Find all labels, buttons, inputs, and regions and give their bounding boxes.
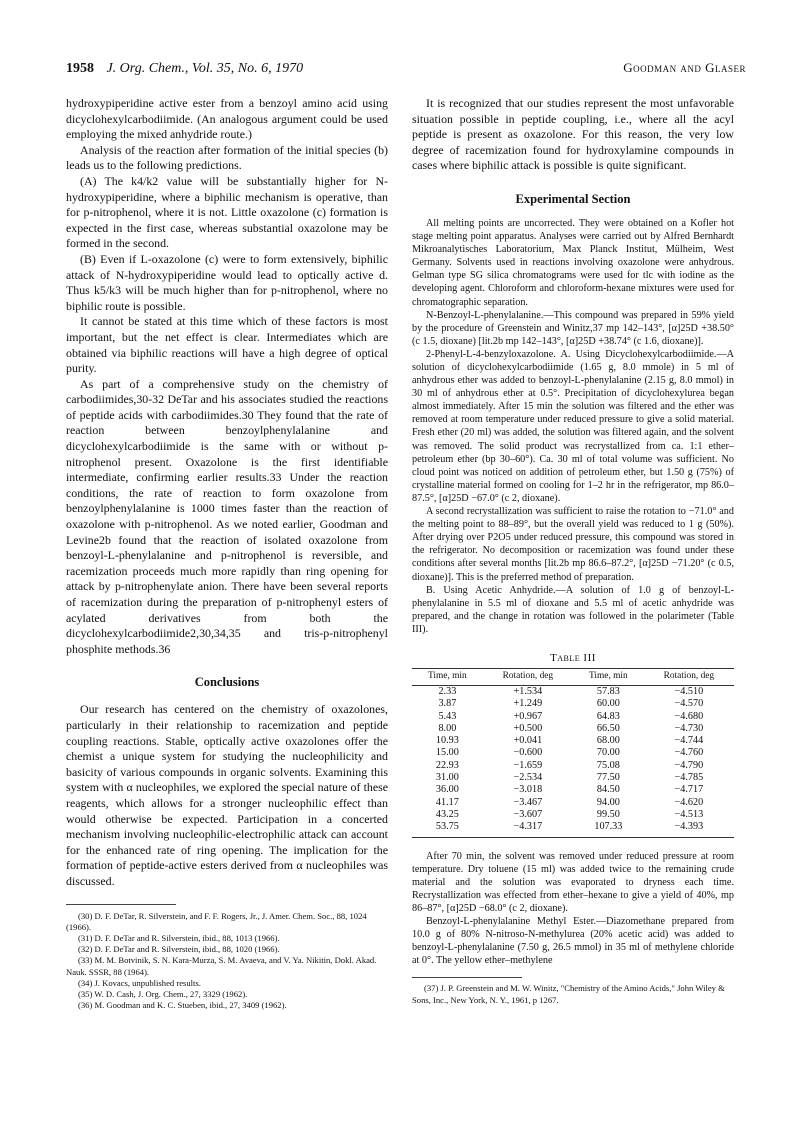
table-row [412, 772, 734, 784]
table-cell: −0.600 [513, 747, 543, 759]
table-row [412, 735, 734, 747]
table-cell: 57.83 [596, 685, 620, 697]
conclusions-paragraph: Our research has centered on the chemistry of oxazolones, particularly in their relationship to racemization and peptide coupling reactions. Stable, optically active oxazolones offer the chemist a unique system for studying the nucleophilicity and basicity of various compounds in organic solvents. Examining this system with α nucleophiles, we explored the special nature of these reagents, which allows for a stronger nucleophilic effect than would otherwise be expected. Participation in a concerted mechanism involving nucleophilic-electrophilic attack can account for the enhanced rate of ring opening. The implication for the formation of peptide-active esters derived from α nucleophiles was discussed. [66, 702, 388, 888]
table-title: Table III [550, 651, 596, 664]
reference-item: (32) D. F. DeTar and R. Silverstein, ibid., 88, 1020 (1966). [78, 944, 280, 955]
footnote [412, 983, 734, 1005]
experimental-paragraph: All melting points are uncorrected. They were obtained on a Kofler hot stage melting point apparatus. Analyses were carried out by Alfred Bernhardt Mikroanalytisches Laboratorium, Max Planck Institut, Mülheim, West Germany. Solvents used in reactions involving oxazolone were anhydrous. Gelman type SG silica chromatograms were used for tlc with iodine as the developing agent. Chloroform and chloroform-hexane mixtures were used for chromatographic separation. [412, 217, 734, 308]
table-cell: −4.510 [674, 685, 704, 697]
table-cell: +1.534 [513, 685, 543, 697]
table-cell: 41.17 [435, 796, 459, 808]
footnote-item: (37) J. P. Greenstein and M. W. Winitz, "Chemistry of the Amino Acids," John Wiley & Sons, Inc., New York, N. Y., 1961, p 1267. [412, 983, 725, 1005]
table-row [412, 760, 734, 772]
table-cell: −4.744 [674, 735, 704, 747]
table-cell: +0.041 [513, 735, 543, 747]
paragraph: hydroxypiperidine active ester from a benzoyl amino acid using dicyclohexylcarbodiimide. (An analogous argument could be used employing the mixed anhydride route.) [66, 96, 388, 142]
table-cell: −2.534 [513, 772, 543, 784]
table-row [412, 797, 734, 809]
table-cell: +1.249 [513, 698, 543, 710]
table-cell: 68.00 [596, 735, 620, 747]
experimental-paragraph: B. Using Acetic Anhydride.—A solution of 1.0 g of benzoyl-L-phenylalanine in 5.5 ml of dioxane and 5.5 ml of acetic anhydride was prepared, and the change in rotation was followed in the polarimeter (Table III). [412, 584, 734, 635]
reference-item: (30) D. F. DeTar, R. Silverstein, and F. F. Rogers, Jr., J. Amer. Chem. Soc., 88, 1024 (1966). [66, 910, 367, 932]
table-header: Rotation, deg [483, 668, 573, 685]
table-cell: 22.93 [435, 759, 459, 771]
table-cell: −4.570 [674, 698, 704, 710]
reference-list [66, 911, 388, 1012]
table-row [412, 821, 734, 837]
table-cell: 3.87 [438, 698, 457, 710]
table-cell: 43.25 [435, 808, 459, 820]
table-cell: +0.500 [513, 722, 543, 734]
running-authors: Goodman and Glaser [623, 60, 746, 75]
table-header: Rotation, deg [644, 668, 734, 685]
table-cell: 5.43 [438, 710, 457, 722]
post-table-paragraph: After 70 min, the solvent was removed under reduced pressure at room temperature. Dry toluene (15 ml) was added twice to the remaining crude material and the solution was evaporated to dryness each time. Recrystallization was effected from ether–hexane to give a yield of 40%, mp 86–87°, [α]25D −68.0° (c 2, dioxane). [412, 850, 734, 914]
paragraph: (A) The k4/k2 value will be substantially higher for N-hydroxypiperidine, where a biphilic mechanism is operative, than for p-nitrophenol, where it is not. Little oxazolone (c) formation is expected in the first case, whereas substantial oxazolone may be formed in the second. [66, 173, 388, 251]
left-column [66, 96, 388, 1011]
table-body [412, 685, 734, 837]
table-cell: −3.018 [513, 784, 543, 796]
table-cell: −1.659 [513, 759, 543, 771]
table-cell: −4.760 [674, 747, 704, 759]
table-cell: −4.620 [674, 796, 704, 808]
experimental-paragraph: N-Benzoyl-L-phenylalanine.—This compound was prepared in 59% yield by the procedure of Greenstein and Winitz,37 mp 142–143°, [α]25D +38.50° (c 1.5, dioxane) [lit.2b mp 142–143°, [α]25D +38.74° (c 1.6, dioxane)]. [412, 309, 734, 347]
table-cell: 94.00 [596, 796, 620, 808]
table-cell: −4.785 [674, 772, 704, 784]
reference-item: (36) M. Goodman and K. C. Stueben, ibid., 27, 3409 (1962). [78, 1000, 287, 1011]
table-cell: −4.393 [644, 821, 734, 837]
table-cell: 84.50 [596, 784, 620, 796]
table-cell: 66.50 [596, 722, 620, 734]
table-cell: 53.75 [412, 821, 483, 837]
right-column [412, 96, 734, 1006]
table-cell: 15.00 [435, 747, 459, 759]
table-iii [412, 652, 734, 838]
table-cell: 2.33 [438, 685, 457, 697]
table-cell: −3.467 [513, 796, 543, 808]
table-cell: 8.00 [438, 722, 457, 734]
table-row [412, 723, 734, 735]
table-header: Time, min [412, 668, 483, 685]
table-cell: 64.83 [596, 710, 620, 722]
reference-item: (33) M. M. Botvinik, S. N. Kara-Murza, S. M. Avaeva, and V. Ya. Nikitin, Dokl. Akad. Nauk. SSSR, 88 (1964). [66, 955, 377, 977]
journal-citation: J. Org. Chem., Vol. 35, No. 6, 1970 [106, 61, 304, 76]
paragraph: It cannot be stated at this time which of these factors is most important, but the net effect is clear. Intermediates which are obtained via biphilic reactions will have a high degree of optical purity. [66, 314, 388, 376]
table-cell: 31.00 [435, 772, 459, 784]
table-cell: 107.33 [573, 821, 644, 837]
footnote-rule [412, 977, 522, 978]
table-cell: 99.50 [596, 808, 620, 820]
footnote-rule [66, 904, 176, 905]
page-header [66, 60, 746, 80]
table-cell: +0.967 [513, 710, 543, 722]
table-header: Time, min [573, 668, 644, 685]
post-table-paragraph: Benzoyl-L-phenylalanine Methyl Ester.—Diazomethane prepared from 10.0 g of 80% N-nitroso-N-methylurea (20% acetic acid) was added to benzoyl-L-phenylalanine (7.50 g, 26.5 mmol) in 35 ml of methylene chloride at 0°. The yellow ether–methylene [412, 916, 734, 967]
experimental-paragraph: A second recrystallization was sufficient to raise the rotation to −71.0° and the melting point to 88–89°, but the overall yield was reduced to 1 g (50%). After drying over P2O5 under reduced pressure, this compound was stored in the refrigerator. No decomposition or racemization was found under these conditions after several months [lit.2b mp 86.6–87.2°, [α]25D −71.20° (c 0.5, dioxane)]. This is the preferred method of preparation. [412, 506, 734, 583]
table-row [412, 747, 734, 759]
table-cell: −4.790 [674, 759, 704, 771]
table-row [412, 698, 734, 710]
page-number: 1958 [66, 61, 94, 76]
reference-item: (35) W. D. Cash, J. Org. Chem., 27, 3329 (1962). [78, 988, 248, 999]
table-cell: 77.50 [596, 772, 620, 784]
reference-item: (34) J. Kovacs, unpublished results. [78, 977, 201, 988]
table-cell: −4.317 [483, 821, 573, 837]
table-cell: −4.730 [674, 722, 704, 734]
table-cell: −4.680 [674, 710, 704, 722]
table-row [412, 685, 734, 698]
table-cell: −3.607 [513, 808, 543, 820]
conclusions-heading: Conclusions [194, 675, 260, 690]
paragraph: (B) Even if L-oxazolone (c) were to form extensively, biphilic attack of N-hydroxypiperidine would lead to optically active d. Thus k5/k3 will be much higher than for p-nitrophenol, where no biphilic route is possible. [66, 251, 388, 313]
reference-item: (31) D. F. DeTar and R. Silverstein, ibid., 88, 1013 (1966). [78, 932, 280, 943]
rotation-table [412, 668, 734, 838]
table-cell: 36.00 [435, 784, 459, 796]
table-row [412, 809, 734, 821]
table-cell: 75.08 [596, 759, 620, 771]
table-cell: 10.93 [435, 735, 459, 747]
table-cell: 60.00 [596, 698, 620, 710]
table-cell: −4.717 [674, 784, 704, 796]
table-row [412, 711, 734, 723]
table-cell: −4.513 [674, 808, 704, 820]
intro-paragraph: It is recognized that our studies represent the most unfavorable situation possible in peptide coupling, i.e., where all the acyl peptide is present as oxazolone. For this reason, the very low degree of racemization found for hydroxylamine compounds in cases where biphilic attack is possible is quite significant. [412, 96, 734, 173]
experimental-paragraph: 2-Phenyl-L-4-benzyloxazolone. A. Using Dicyclohexylcarbodiimide.—A solution of dicyclohexylcarbodiimide (1.65 g, 8.0 mmole) in 5 ml of anhydrous ether was added to benzoyl-L-phenylalanine (2.15 g, 8.0 mmol) in 30 ml of anhydrous ether at 0.5°. Precipitation of dicyclohexylurea began almost immediately. After 15 min the solution was filtered and the ether was removed at room temperature under reduced pressure to give a solid material. Fresh ether (20 ml) was added, the solution was filtered again, and the solvent was removed. The solid product was recrystallized from ca. 1:1 ether–petroleum ether (bp 30–60°). Ca. 30 ml of total volume was sufficient. No cloud point was noticed on addition of petroleum ether, but 1.50 g (75%) of crystalline material formed on cooling for 1–2 hr in the refrigerator, mp 86.0–87.5°, [α]25D −67.0° (c 2, dioxane). [412, 348, 734, 504]
paragraph: Analysis of the reaction after formation of the initial species (b) leads us to the following predictions. [66, 142, 388, 173]
table-row [412, 784, 734, 796]
paragraph: As part of a comprehensive study on the chemistry of carbodiimides,30-32 DeTar and his associates studied the reactions of peptide acids with carbodiimides.30 They found that the rate of reaction between benzoylphenylalanine and dicyclohexylcarbodiimide is the same with or without p-nitrophenol present. Oxazolone is the first identifiable intermediate, confirming earlier results.33 Under the reaction conditions, the rate of reaction to form oxazolone from benzoylphenylalanine is 1000 times faster than the reaction of oxazolone with p-nitrophenol. As we noted earlier, Goodman and Levine2b found that the reaction of isolated oxazolone from benzoyl-L-phenylalanine and p-nitrophenol is reversible, and racemization proceeds much more rapidly than ring opening for attack by p-nitrophenylate anion. There have been several reports of racemization during the preparation of p-nitrophenyl esters of acylated derivatives from both the dicyclohexylcarbodiimide2,30,34,35 and tris-p-nitrophenyl phosphite methods.36 [66, 376, 388, 656]
experimental-heading: Experimental Section [515, 191, 631, 206]
table-cell: 70.00 [596, 747, 620, 759]
